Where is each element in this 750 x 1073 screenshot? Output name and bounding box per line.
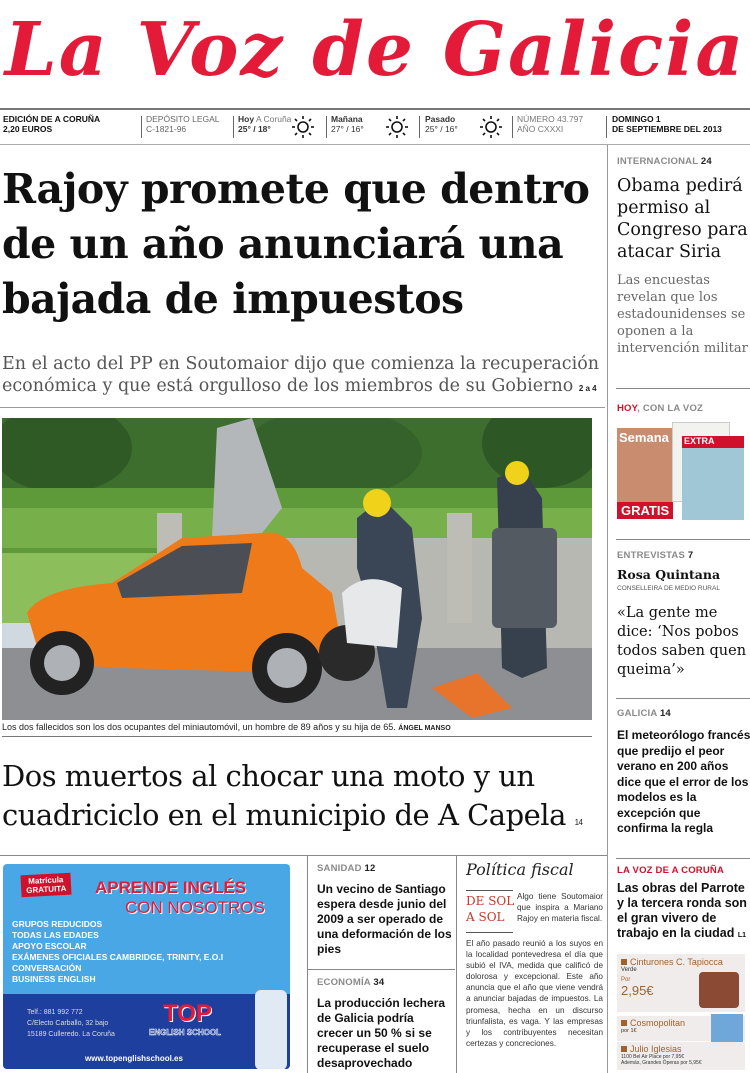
legal-deposit: DEPÓSITO LEGAL C-1821-96 (146, 114, 220, 134)
entrevistas-story[interactable]: ENTREVISTAS 7 Rosa Quintana CONSELLEIRA DE MEDIO RURAL «La gente me dice: ‘Nos pobos todos saben quen queima’» (617, 550, 747, 678)
newspaper-masthead[interactable]: La Voz de Galicia (4, 7, 746, 93)
weather-day-after: Pasado 25° / 16° (425, 114, 458, 134)
ad-logo: TOP (163, 1000, 212, 1027)
brief-sanidad[interactable]: SANIDAD 12 Un vecino de Santiago espera desde junio del 2009 a ser operado de una deformación de los pies (317, 863, 452, 956)
briefs-column (307, 856, 455, 1073)
editorial-kicker: DE SOL A SOL (466, 894, 515, 924)
ad-features: GRUPOS REDUCIDOS TODAS LAS EDADES APOYO ESCOLAR EXÁMENES OFICIALES CAMBRIDGE, TRINITY, E.O.I CONVERSACIÓN BUSINESS ENGLISH (12, 919, 224, 984)
section-label: INTERNACIONAL 24 (617, 156, 712, 167)
galicia-story[interactable]: GALICIA 14 El meteorólogo francés que predijo el peor verano en 200 años dice que el error de los modelos es la excepción que confirma la regla (617, 708, 750, 835)
weather-today: Hoy A Coruña 25° / 18° (238, 114, 292, 134)
sun-icon (386, 116, 408, 138)
editorial[interactable]: Política fiscal DE SOL A SOL Algo tiene Soutomaior que inspira a Mariano Rajoy en materia fiscal. El año pasado reunió a los suyos en la localidad pontevedresa el día que subió el IVA, medida que calificó de dolorosa y excepcional. Este año anuncia que el año que viene vendrá a anunciar bajadas de impuestos. La promesa, hecha en un discurso triunfalista, es vaga. Y las empresas y los contribuyentes necesitan certezas y concreciones. (456, 856, 606, 1073)
offer-item: Cinturones C. Tapiocca Verde Por 2,95€ (617, 954, 745, 1012)
photo-caption: Los dos fallecidos son los dos ocupantes del miniautomóvil, un hombre de 89 años y su hija de 65. ÁNGEL MANSO (2, 722, 592, 737)
page-ref: 2 a 4 (578, 384, 597, 393)
offers-box[interactable] (617, 954, 745, 1069)
ad-url: www.topenglishschool.es (85, 1054, 183, 1063)
photo-credit: ÁNGEL MANSO (398, 725, 451, 732)
story-deck: Las encuestas revelan que los estadounidenses se oponen a la intervención militar (617, 273, 748, 356)
story-headline: Obama pedirá permiso al Congreso para atacar Siria (617, 176, 748, 262)
weather-tomorrow: Mañana 27° / 16° (331, 114, 364, 134)
promo-box[interactable]: HOY, CON LA VOZ Semana EXTRA GRATIS (617, 403, 749, 530)
issue-date: DOMINGO 1 DE SEPTIEMBRE DEL 2013 (612, 114, 722, 134)
lead-deck: En el acto del PP en Soutomaior dijo que comienza la recuperación económica y que está orgulloso de los miembros de su Gobierno 2 a 4 (2, 354, 599, 396)
issue-number: NÚMERO 43.797 AÑO CXXXI (517, 114, 584, 134)
free-badge: GRATIS (617, 502, 673, 519)
magazine-cover: Semana (617, 428, 672, 518)
internacional-story[interactable] (617, 156, 749, 357)
right-column (607, 145, 750, 1073)
coruna-story[interactable]: LA VOZ DE A CORUÑA Las obras del Parrote y la tercera ronda son el gran vivero de trabajo en la ciudad L1 (617, 865, 747, 940)
second-headline[interactable]: Dos muertos al chocar una moto y un cuadriciclo en el municipio de A Capela 14 (2, 759, 583, 832)
lead-headline[interactable]: Rajoy promete que dentro de un año anunciará una bajada de impuestos (2, 165, 590, 323)
english-school-ad[interactable]: Matrícula GRATUITA APRENDE INGLÉS CON NOSOTROS GRUPOS REDUCIDOS TODAS LAS EDADES APOYO ESCOLAR EXÁMENES OFICIALES CAMBRIDGE, TRINITY, E.O.I CONVERSACIÓN BUSINESS ENGLISH Telf.: 881 992 772 C/Electo Carballo, 32 bajo 15189 Culleredo. La Coruña TOP ENGLISH SCHOOL www.topenglishschool.es (3, 864, 290, 1069)
editorial-title: Política fiscal (466, 860, 574, 879)
sun-icon (480, 116, 502, 138)
offer-item: Julio Iglesias 1100 Bel Air Place por 7,95€ Además, Grandes Óperas por 5,95€ (617, 1042, 745, 1070)
info-bar (0, 108, 750, 145)
ad-badge: Matrícula GRATUITA (20, 873, 71, 898)
offer-item: Cosmopolitan por 1€ (617, 1016, 745, 1041)
magazine-cover: EXTRA (682, 436, 744, 520)
ad-contact: Telf.: 881 992 772 C/Electo Carballo, 32 bajo 15189 Culleredo. La Coruña (27, 1009, 115, 1038)
accident-photo[interactable] (2, 418, 592, 720)
brief-economia[interactable]: ECONOMÍA 34 La producción lechera de Galicia podría crecer un 50 % si se recuperase el suelo desaprovechado (317, 977, 446, 1070)
edition-info: EDICIÓN DE A CORUÑA 2,20 EUROS (3, 114, 101, 134)
sun-icon (292, 116, 314, 138)
